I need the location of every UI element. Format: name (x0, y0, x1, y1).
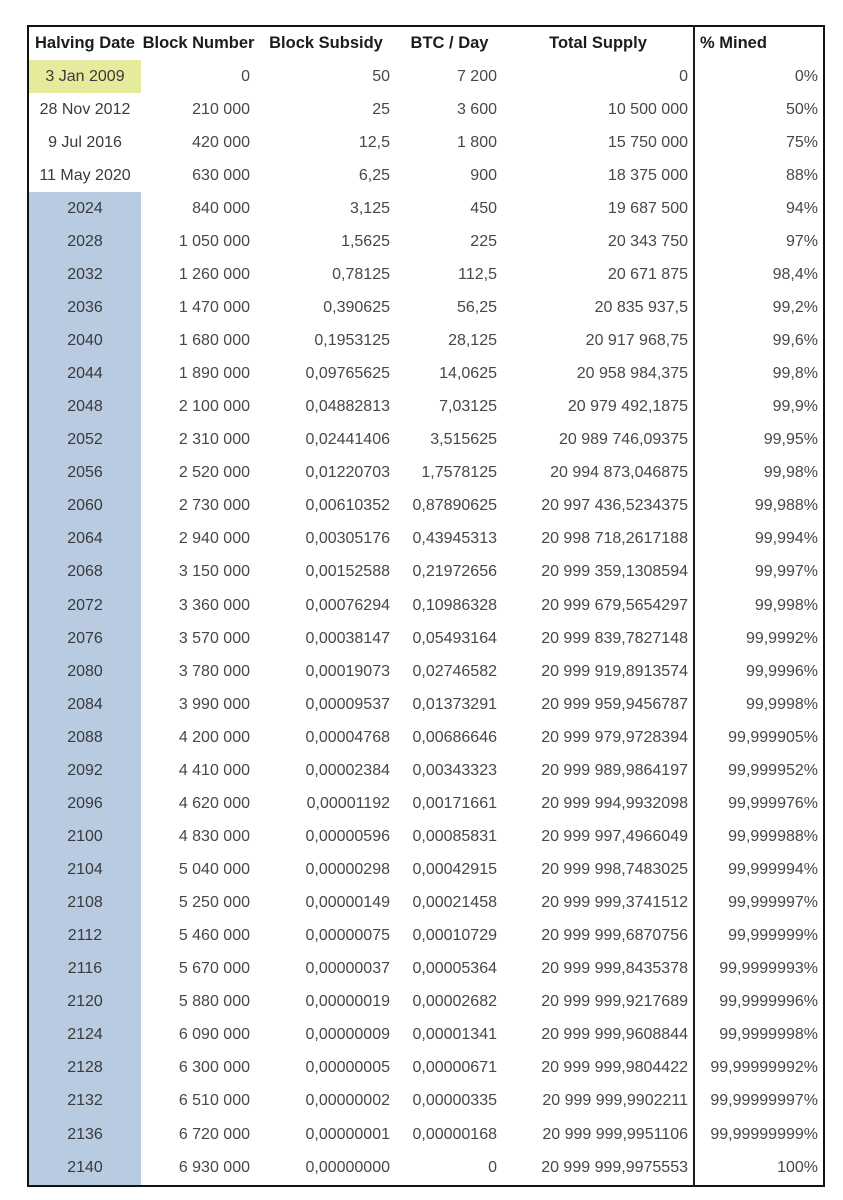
cell-total-supply: 20 917 968,75 (585, 332, 688, 350)
cell-block-number: 0 (241, 67, 250, 85)
cell-halving-date: 28 Nov 2012 (39, 100, 131, 118)
cell-pct-mined: 99,999997% (694, 887, 824, 920)
cell-pct-mined: 99,999976% (694, 787, 824, 820)
cell-halving-date: 3 Jan 2009 (28, 60, 141, 93)
cell-total-supply: 0 (679, 67, 688, 85)
cell-block-number: 1 680 000 (178, 332, 250, 350)
header-row (28, 26, 824, 60)
cell-btc-day: 0,00042915 (412, 861, 497, 879)
cell-block-subsidy: 0,09765625 (305, 365, 390, 383)
cell-block-subsidy: 0,1953125 (314, 332, 390, 350)
cell-btc-day: 0,01373291 (412, 695, 497, 713)
cell-btc-day: 14,0625 (439, 365, 497, 383)
table-row (28, 1085, 824, 1118)
cell-pct-mined: 100% (694, 1151, 824, 1186)
table-row (28, 159, 824, 192)
cell-halving-date: 2048 (28, 391, 141, 424)
cell-block-subsidy: 0,00076294 (305, 596, 390, 614)
cell-btc-day: 0,10986328 (412, 596, 497, 614)
cell-pct-mined: 99,999994% (694, 854, 824, 887)
cell-total-supply: 20 989 746,09375 (558, 431, 688, 449)
cell-block-number: 4 410 000 (178, 761, 250, 779)
cell-halving-date: 2056 (28, 457, 141, 490)
cell-total-supply: 20 997 436,5234375 (541, 497, 688, 515)
cell-block-subsidy: 0,00610352 (305, 497, 390, 515)
cell-btc-day: 0,21972656 (412, 563, 497, 581)
cell-block-subsidy: 0,00000009 (305, 1026, 390, 1044)
cell-halving-date: 2044 (28, 358, 141, 391)
cell-btc-day: 0,00001341 (412, 1026, 497, 1044)
cell-block-subsidy: 0,00000001 (305, 1125, 390, 1143)
cell-pct-mined: 50% (694, 93, 824, 126)
cell-halving-date: 2084 (28, 688, 141, 721)
cell-halving-date: 2064 (28, 523, 141, 556)
cell-total-supply: 20 994 873,046875 (550, 464, 688, 482)
cell-block-subsidy: 0,00009537 (305, 695, 390, 713)
table-row (28, 358, 824, 391)
cell-total-supply: 20 835 937,5 (594, 298, 688, 316)
cell-halving-date: 2140 (28, 1151, 141, 1186)
cell-halving-date: 2076 (28, 622, 141, 655)
cell-total-supply: 15 750 000 (607, 133, 688, 151)
table-row (28, 126, 824, 159)
table-row (28, 1151, 824, 1186)
cell-block-number: 5 880 000 (178, 993, 250, 1011)
table-row (28, 589, 824, 622)
cell-halving-date: 2068 (28, 556, 141, 589)
table-row (28, 291, 824, 324)
table-row (28, 953, 824, 986)
cell-pct-mined: 99,994% (694, 523, 824, 556)
cell-block-subsidy: 0,78125 (332, 265, 390, 283)
cell-total-supply: 20 999 919,8913574 (541, 662, 688, 680)
cell-block-number: 1 050 000 (178, 232, 250, 250)
cell-btc-day: 0,00005364 (412, 960, 497, 978)
table-row (28, 820, 824, 853)
cell-pct-mined: 99,997% (694, 556, 824, 589)
col-header-halving-date: Halving Date (35, 34, 135, 52)
cell-total-supply: 20 999 999,6870756 (541, 927, 688, 945)
cell-block-subsidy: 12,5 (358, 133, 390, 151)
cell-halving-date: 2060 (28, 490, 141, 523)
cell-pct-mined: 99,9% (694, 391, 824, 424)
cell-btc-day: 0,00010729 (412, 927, 497, 945)
cell-block-number: 2 100 000 (178, 398, 250, 416)
cell-block-subsidy: 0,390625 (323, 298, 390, 316)
cell-total-supply: 20 958 984,375 (576, 365, 688, 383)
cell-btc-day: 0,00002682 (412, 993, 497, 1011)
cell-halving-date: 2028 (28, 225, 141, 258)
cell-halving-date: 2112 (28, 920, 141, 953)
cell-halving-date: 2128 (28, 1052, 141, 1085)
cell-pct-mined: 98,4% (694, 258, 824, 291)
cell-total-supply: 20 999 999,9608844 (541, 1026, 688, 1044)
cell-block-subsidy: 0,00002384 (305, 761, 390, 779)
cell-block-subsidy: 0,00000298 (305, 861, 390, 879)
table-row (28, 655, 824, 688)
cell-block-number: 2 730 000 (178, 497, 250, 515)
cell-total-supply: 20 999 959,9456787 (541, 695, 688, 713)
table-row (28, 721, 824, 754)
cell-block-subsidy: 25 (372, 100, 390, 118)
cell-block-subsidy: 0,00004768 (305, 728, 390, 746)
cell-btc-day: 0,43945313 (412, 530, 497, 548)
cell-btc-day: 0,00000671 (412, 1059, 497, 1077)
cell-block-number: 1 260 000 (178, 265, 250, 283)
cell-total-supply: 18 375 000 (607, 166, 688, 184)
cell-pct-mined: 99,988% (694, 490, 824, 523)
cell-pct-mined: 99,9999998% (694, 1019, 824, 1052)
cell-block-subsidy: 0,00038147 (305, 629, 390, 647)
cell-block-number: 6 090 000 (178, 1026, 250, 1044)
cell-block-subsidy: 0,01220703 (305, 464, 390, 482)
cell-btc-day: 225 (470, 232, 497, 250)
cell-total-supply: 20 999 997,4966049 (541, 827, 688, 845)
cell-block-subsidy: 0,00000596 (305, 827, 390, 845)
cell-pct-mined: 99,9996% (694, 655, 824, 688)
cell-pct-mined: 75% (694, 126, 824, 159)
cell-pct-mined: 0% (694, 60, 824, 93)
cell-pct-mined: 99,9998% (694, 688, 824, 721)
cell-block-number: 6 300 000 (178, 1059, 250, 1077)
cell-block-number: 630 000 (192, 166, 250, 184)
cell-block-number: 840 000 (192, 199, 250, 217)
cell-halving-date: 2072 (28, 589, 141, 622)
cell-block-number: 4 830 000 (178, 827, 250, 845)
cell-block-number: 1 470 000 (178, 298, 250, 316)
cell-pct-mined: 99,99999992% (694, 1052, 824, 1085)
cell-btc-day: 0,00085831 (412, 827, 497, 845)
cell-btc-day: 1 800 (456, 133, 497, 151)
cell-pct-mined: 94% (694, 192, 824, 225)
table-row (28, 787, 824, 820)
table-row (28, 986, 824, 1019)
table-row (28, 93, 824, 126)
cell-block-subsidy: 0,00019073 (305, 662, 390, 680)
cell-total-supply: 20 999 999,9217689 (541, 993, 688, 1011)
table-row (28, 523, 824, 556)
cell-block-number: 5 040 000 (178, 861, 250, 879)
cell-total-supply: 20 671 875 (607, 265, 688, 283)
table-row (28, 887, 824, 920)
cell-btc-day: 28,125 (448, 332, 497, 350)
cell-total-supply: 20 999 359,1308594 (541, 563, 688, 581)
cell-btc-day: 0,00171661 (412, 794, 497, 812)
cell-total-supply: 20 999 999,9902211 (542, 1092, 688, 1110)
cell-pct-mined: 99,9992% (694, 622, 824, 655)
cell-btc-day: 56,25 (456, 298, 497, 316)
table-row (28, 754, 824, 787)
table-row (28, 325, 824, 358)
cell-block-number: 3 990 000 (178, 695, 250, 713)
cell-btc-day: 0,00000335 (412, 1092, 497, 1110)
cell-halving-date: 2092 (28, 754, 141, 787)
cell-btc-day: 0,05493164 (412, 629, 497, 647)
cell-total-supply: 20 999 999,8435378 (541, 960, 688, 978)
cell-btc-day: 0,00000168 (412, 1125, 497, 1143)
table-row (28, 192, 824, 225)
table-row (28, 622, 824, 655)
table-row (28, 556, 824, 589)
cell-total-supply: 20 999 999,3741512 (541, 894, 688, 912)
cell-total-supply: 20 999 999,9975553 (541, 1159, 688, 1177)
cell-block-number: 3 570 000 (178, 629, 250, 647)
cell-total-supply: 20 999 998,7483025 (541, 861, 688, 879)
cell-pct-mined: 99,9999993% (694, 953, 824, 986)
cell-block-number: 3 150 000 (178, 563, 250, 581)
cell-pct-mined: 99,999988% (694, 820, 824, 853)
cell-block-number: 6 510 000 (178, 1092, 250, 1110)
cell-block-number: 3 360 000 (178, 596, 250, 614)
cell-total-supply: 20 999 989,9864197 (541, 761, 688, 779)
cell-pct-mined: 99,98% (694, 457, 824, 490)
cell-pct-mined: 99,8% (694, 358, 824, 391)
cell-halving-date: 2032 (28, 258, 141, 291)
table-row (28, 1052, 824, 1085)
cell-block-number: 1 890 000 (178, 365, 250, 383)
halving-table-container (27, 25, 825, 1187)
cell-total-supply: 20 999 999,9951106 (542, 1125, 688, 1143)
cell-btc-day: 900 (470, 166, 497, 184)
cell-total-supply: 20 998 718,2617188 (541, 530, 688, 548)
cell-halving-date: 11 May 2020 (39, 166, 131, 184)
cell-block-number: 420 000 (192, 133, 250, 151)
cell-pct-mined: 99,99999997% (694, 1085, 824, 1118)
cell-total-supply: 20 999 994,9932098 (541, 794, 688, 812)
cell-pct-mined: 99,998% (694, 589, 824, 622)
cell-total-supply: 20 999 679,5654297 (541, 596, 688, 614)
cell-total-supply: 20 999 979,9728394 (541, 728, 688, 746)
cell-block-subsidy: 50 (372, 67, 390, 85)
cell-total-supply: 20 999 839,7827148 (541, 629, 688, 647)
col-header-block-number: Block Number (142, 34, 255, 52)
cell-pct-mined: 99,95% (694, 424, 824, 457)
cell-pct-mined: 88% (694, 159, 824, 192)
cell-halving-date: 2116 (28, 953, 141, 986)
cell-btc-day: 0,87890625 (412, 497, 497, 515)
cell-block-number: 2 520 000 (178, 464, 250, 482)
cell-total-supply: 20 999 999,9804422 (541, 1059, 688, 1077)
cell-block-subsidy: 0,00000002 (305, 1092, 390, 1110)
table-row (28, 920, 824, 953)
col-header-pct-mined: % Mined (694, 26, 824, 60)
cell-halving-date: 2052 (28, 424, 141, 457)
cell-block-subsidy: 0,00305176 (305, 530, 390, 548)
cell-halving-date: 2100 (28, 820, 141, 853)
cell-block-number: 2 940 000 (178, 530, 250, 548)
cell-block-number: 6 720 000 (178, 1125, 250, 1143)
cell-btc-day: 0,00021458 (412, 894, 497, 912)
cell-halving-date: 2108 (28, 887, 141, 920)
cell-pct-mined: 99,2% (694, 291, 824, 324)
cell-pct-mined: 99,999999% (694, 920, 824, 953)
cell-halving-date: 2024 (28, 192, 141, 225)
cell-block-number: 5 250 000 (178, 894, 250, 912)
cell-block-subsidy: 0,00000019 (305, 993, 390, 1011)
cell-total-supply: 10 500 000 (607, 100, 688, 118)
cell-pct-mined: 99,99999999% (694, 1118, 824, 1151)
cell-halving-date: 2040 (28, 325, 141, 358)
cell-block-subsidy: 6,25 (358, 166, 390, 184)
table-row (28, 258, 824, 291)
cell-block-number: 4 620 000 (178, 794, 250, 812)
cell-btc-day: 0,00343323 (412, 761, 497, 779)
cell-halving-date: 2036 (28, 291, 141, 324)
cell-block-number: 210 000 (192, 100, 250, 118)
cell-btc-day: 112,5 (458, 265, 497, 283)
col-header-total-supply: Total Supply (549, 34, 647, 52)
cell-btc-day: 7,03125 (439, 398, 497, 416)
cell-btc-day: 0 (488, 1159, 497, 1177)
table-body (28, 60, 824, 1186)
cell-block-subsidy: 0,04882813 (305, 398, 390, 416)
cell-btc-day: 0,02746582 (412, 662, 497, 680)
cell-block-number: 5 670 000 (178, 960, 250, 978)
cell-block-subsidy: 3,125 (349, 199, 390, 217)
table-row (28, 225, 824, 258)
cell-pct-mined: 99,999952% (694, 754, 824, 787)
cell-halving-date: 2132 (28, 1085, 141, 1118)
table-row (28, 490, 824, 523)
cell-block-subsidy: 0,02441406 (305, 431, 390, 449)
table-row (28, 1118, 824, 1151)
cell-btc-day: 450 (470, 199, 497, 217)
cell-pct-mined: 99,6% (694, 325, 824, 358)
cell-btc-day: 0,00686646 (412, 728, 497, 746)
cell-block-subsidy: 0,00000000 (305, 1159, 390, 1177)
table-row (28, 391, 824, 424)
cell-block-subsidy: 0,00000037 (305, 960, 390, 978)
cell-pct-mined: 99,9999996% (694, 986, 824, 1019)
cell-block-number: 5 460 000 (178, 927, 250, 945)
cell-block-subsidy: 0,00000005 (305, 1059, 390, 1077)
cell-pct-mined: 97% (694, 225, 824, 258)
cell-halving-date: 2124 (28, 1019, 141, 1052)
cell-btc-day: 3,515625 (430, 431, 497, 449)
table-row (28, 854, 824, 887)
cell-block-number: 3 780 000 (178, 662, 250, 680)
cell-total-supply: 20 343 750 (607, 232, 688, 250)
cell-block-subsidy: 1,5625 (341, 232, 390, 250)
cell-block-subsidy: 0,00001192 (306, 794, 390, 812)
cell-btc-day: 1,7578125 (421, 464, 497, 482)
col-header-block-subsidy: Block Subsidy (269, 34, 383, 52)
cell-halving-date: 9 Jul 2016 (48, 133, 122, 151)
cell-halving-date: 2080 (28, 655, 141, 688)
cell-pct-mined: 99,999905% (694, 721, 824, 754)
col-header-btc-day: BTC / Day (410, 34, 489, 52)
cell-halving-date: 2120 (28, 986, 141, 1019)
cell-block-subsidy: 0,00000075 (305, 927, 390, 945)
cell-total-supply: 19 687 500 (607, 199, 688, 217)
cell-btc-day: 3 600 (456, 100, 497, 118)
cell-halving-date: 2104 (28, 854, 141, 887)
cell-block-subsidy: 0,00000149 (305, 894, 390, 912)
table-row (28, 60, 824, 93)
cell-btc-day: 7 200 (456, 67, 497, 85)
table-row (28, 424, 824, 457)
cell-total-supply: 20 979 492,1875 (567, 398, 688, 416)
cell-halving-date: 2136 (28, 1118, 141, 1151)
cell-block-number: 4 200 000 (178, 728, 250, 746)
cell-block-number: 2 310 000 (178, 431, 250, 449)
cell-halving-date: 2088 (28, 721, 141, 754)
table-row (28, 457, 824, 490)
table-row (28, 688, 824, 721)
cell-halving-date: 2096 (28, 787, 141, 820)
table-row (28, 1019, 824, 1052)
cell-block-subsidy: 0,00152588 (305, 563, 390, 581)
halving-table (27, 25, 825, 1187)
cell-block-number: 6 930 000 (178, 1159, 250, 1177)
